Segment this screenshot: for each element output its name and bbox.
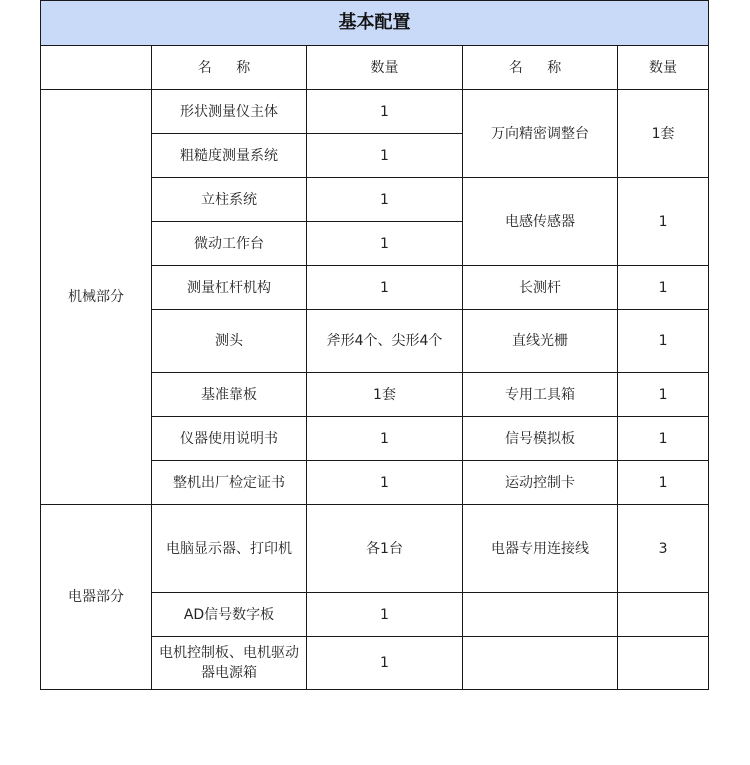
header-name-left: 名 称 [152, 46, 307, 90]
table-cell: 各1台 [307, 505, 463, 593]
header-qty-right: 数量 [618, 46, 709, 90]
header-blank [41, 46, 152, 90]
table-cell [463, 593, 618, 637]
table-cell: 1 [618, 178, 709, 266]
table-cell: 仪器使用说明书 [152, 417, 307, 461]
table-cell: 直线光栅 [463, 310, 618, 373]
table-cell: 1 [307, 90, 463, 134]
table-cell: 电感传感器 [463, 178, 618, 266]
table-cell: 1 [307, 266, 463, 310]
table-cell: 测头 [152, 310, 307, 373]
table-cell: 万向精密调整台 [463, 90, 618, 178]
table-cell: AD信号数字板 [152, 593, 307, 637]
section-label-electrical: 电器部分 [41, 505, 152, 690]
table-cell: 斧形4个、尖形4个 [307, 310, 463, 373]
table-cell: 电器专用连接线 [463, 505, 618, 593]
table-cell: 基准靠板 [152, 373, 307, 417]
table-cell [463, 637, 618, 690]
table-cell: 测量杠杆机构 [152, 266, 307, 310]
table-cell: 1套 [307, 373, 463, 417]
config-table [40, 0, 709, 690]
table-cell: 1套 [618, 90, 709, 178]
table-cell: 1 [307, 593, 463, 637]
table-cell: 1 [307, 178, 463, 222]
header-name-right: 名 称 [463, 46, 618, 90]
table-cell: 长测杆 [463, 266, 618, 310]
section-label-mechanical: 机械部分 [41, 90, 152, 505]
table-cell: 1 [307, 461, 463, 505]
table-cell: 专用工具箱 [463, 373, 618, 417]
table-cell: 信号模拟板 [463, 417, 618, 461]
table-cell: 1 [618, 310, 709, 373]
table-cell: 1 [618, 373, 709, 417]
table-cell: 1 [618, 417, 709, 461]
table-cell: 1 [307, 222, 463, 266]
table-cell: 1 [307, 637, 463, 690]
table-cell: 整机出厂检定证书 [152, 461, 307, 505]
table-cell: 立柱系统 [152, 178, 307, 222]
table-cell: 运动控制卡 [463, 461, 618, 505]
header-qty-left: 数量 [307, 46, 463, 90]
table-cell: 1 [618, 266, 709, 310]
table-cell: 3 [618, 505, 709, 593]
table-cell: 电脑显示器、打印机 [152, 505, 307, 593]
table-title: 基本配置 [41, 1, 709, 46]
table-cell: 1 [307, 134, 463, 178]
table-cell: 1 [307, 417, 463, 461]
table-cell [618, 593, 709, 637]
table-cell: 1 [618, 461, 709, 505]
table-cell: 形状测量仪主体 [152, 90, 307, 134]
table-cell: 微动工作台 [152, 222, 307, 266]
table-cell: 粗糙度测量系统 [152, 134, 307, 178]
table-cell [618, 637, 709, 690]
table-cell: 电机控制板、电机驱动器电源箱 [152, 637, 307, 690]
